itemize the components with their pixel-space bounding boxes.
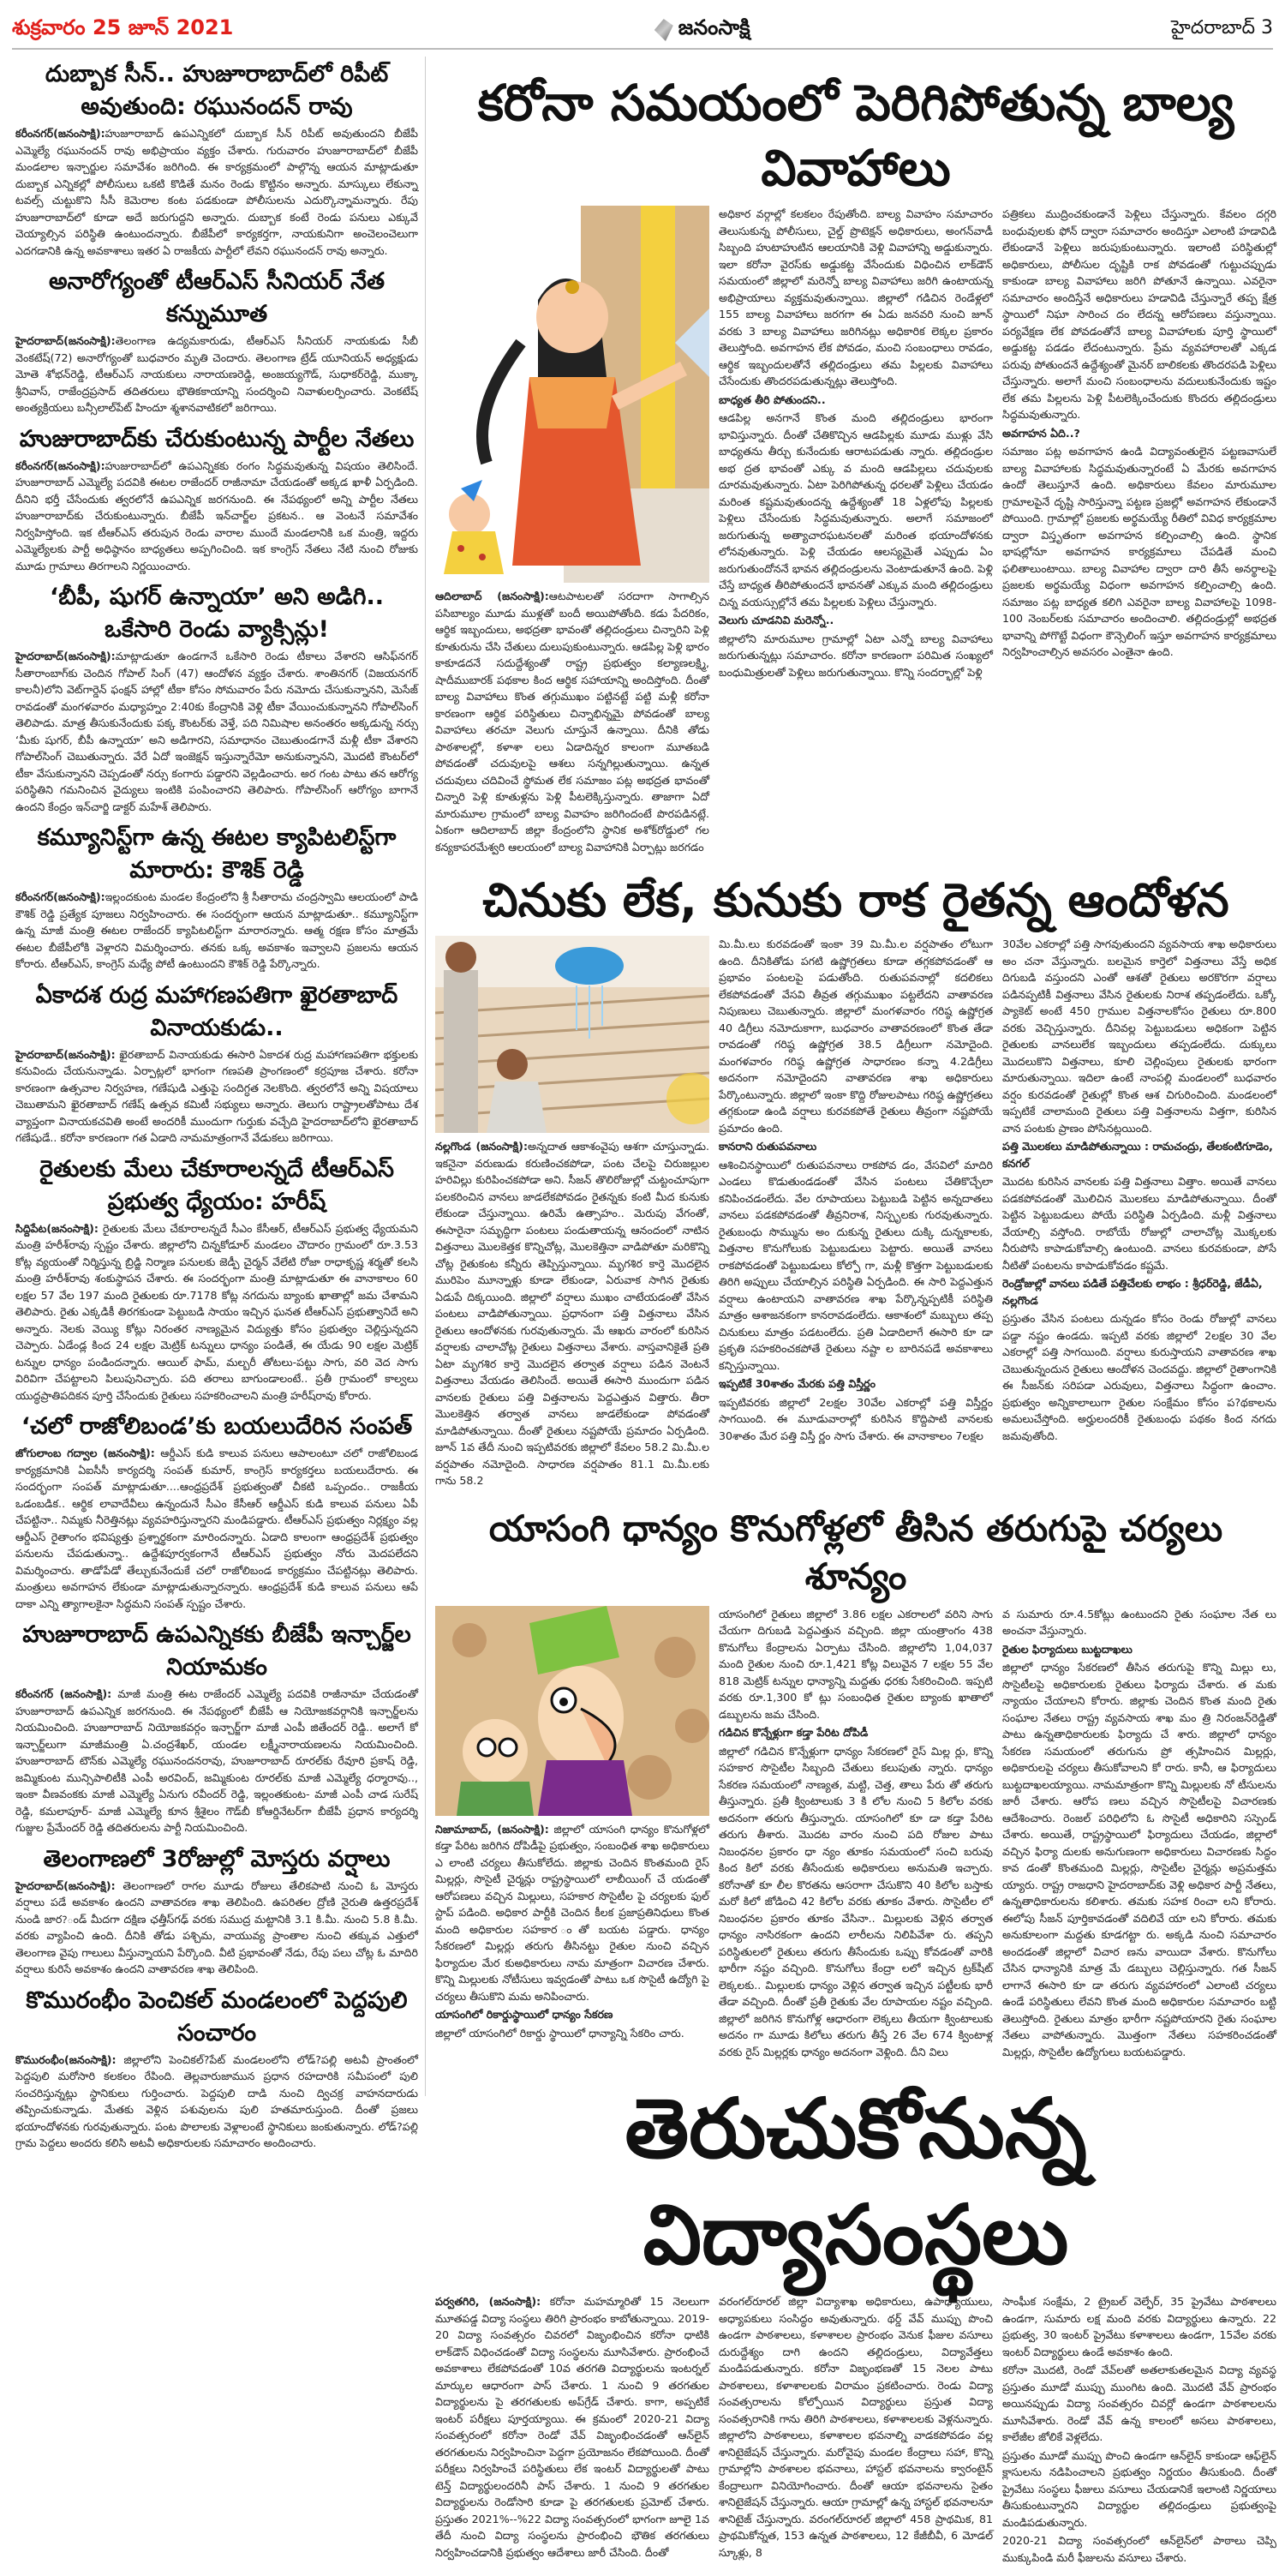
news-article: [15, 1843, 418, 1978]
main-news-column: [435, 65, 1276, 2576]
article-headline: కొమురంభీం పెంచికల్ మండలంలో పెద్దపులి సంచారం: [26, 1986, 408, 2046]
article-text: సాంఘీక సంక్షేమ, 2 ట్రైబల్ వెల్ఫేర్, 35 ప్రైవేటు పాఠశాలలు ఉండగా, సుమారు లక్ష మంది వరకు విద్యార్థులు ఉన్నారు. 22 ప్రభుత్వ, 30 ఇంటర్ ప్రైవేటు కళాశాలలు ఉండగా, 15వేల వరకు ఇంటర్ విద్యార్థులు ఉండే అవకాశం ఉంది.: [1002, 2295, 1276, 2358]
subheading: వెలుగు చూడనివి మరెన్నో..: [719, 614, 834, 626]
dateline: ఆదిలాబాద్ (జనంసాక్షి):: [435, 590, 549, 602]
subheading: పత్తి మొలకలు మాడిపోతున్నాయి : రామచంద్రు, తేలకంటిగూడెం, కనగల్: [1002, 1140, 1273, 1170]
article-text: జిల్లాలో ధాన్యం సేకరణలో తీసిన తరుగుపై కొన్ని మిల్లు లు, సొసైటీలపై అధికారులకు రైతులు ఫిర్యాదు చేశారు. త మకు న్యాయం చేయాలని కోరారు. జిల్లాకు చెందిన కొంత మంది రైతు సంఘాల నేతలు రాష్ట్ర వ్యవసాయ శాఖ మం త్రి నిరంజన్‌రెడ్డితో పాటు ఉన్నతాధికారులకు ఫిర్యాదు చే శారు. జిల్లాలో ధాన్యం సేకరణ సమయంలో తరుగును ప్రో త్సహించిన మిల్లర్లు, అధికారులపై చర్యలు తీసుకోవాలని కో రారు. కానీ, ఆ ఫిర్యాదులు బుట్టదాఖలయ్యాయి. నామమాత్రంగా కొన్ని మిల్లులకు నో టీసులను జారీ చేశారు. ఆరోప ణలు వచ్చిన సొసైటీలపై విచారణకు ఆదేశించారు. రెంజల్ పరిధిలోని ఓ సొసైటీ అధికారిని సస్పెండ్ చేశారు. అయితే, రాష్ట్రస్థాయిలో ఫిర్యాదులు చేయడం, జిల్లాలో వచ్చిన ఫిర్యా దులకు అనుగుణంగా అధికారులు విచారణకు సిద్ధం కావ డంతో కొంతమంది మిల్లర్లు, సొసైటీల చైర్మన్లు అప్రమత్తమ య్యారు. రాష్ట్ర రాజధాని హైదరాబాద్‌కు వెళ్లి అధికార పార్టీ నేతలు, ఉన్నతాధికారులను కలిశారు. తమకు సహక రించా లని కోరారు. ఈలోపు సీజన్ పూర్తికావడంతో వదిలివే యా లని కోరారు. తమకు అనుకూలంగా మద్దతు కూడగట్టా రు. అక్కడి నుంచి సమాచారం అందడంతో జిల్లాలో విచార ణను వాయిదా వేశారు. కొనుగోలు చేసిన ధాన్యానికి మాత్ర మే డబ్బులు చెల్లిస్తున్నారు. గత సీజన్ లాగానే ఈసారి కూ డా తరుగు వ్యవహారంలో ఎలాంటి చర్యలు ఉండే పరిస్థితులు లేవని కొంత మంది అధికారుల సమాచారం బట్టి తెలుస్తోంది. రైతులు మాత్రం భారీగా నష్టపోయారని రైతు సంఘాల నేతలు వాపోతున్నారు. మొత్తంగా నేతలు సహకరించడంతో మిల్లర్లు, సొసైటీల ఉద్యోగులు బయటపడ్డారు.: [1002, 1661, 1276, 2058]
article-headline: హుజురాబాద్‌కు చేరుకుంటున్న పార్టీల నేతలు: [19, 425, 415, 452]
article-text: ఆశించినస్థాయిలో రుతుపవనాలు రాకపోవ డం, వేసవిలో మాదిరి ఎండలు కొడుతుండడంతో వేసిన పంటలు చేతికొచ్చేలా కనిపించడంలేదు. వేల రూపాయలు పెట్టుబడి పెట్టిన అన్నదాతలు వానలు పడకపోవడంతో తీవ్రనిరాశ, నిస్పృలకు గురవుతున్నారు. రైతుబంధు సొమ్మును అం దుకున్న రైతులు దుక్కి దున్నకాలకు, విత్తనాల కొనుగోలుకు పెట్టుబడులు పెట్టారు. అయితే వానలు రాకపోవడంతో పెట్టుబడులు కోల్పో గా, మళ్లీ కొత్తగా పెట్టుబడులకు తిరిగి అప్పులు చేయాల్సిన పరిస్థితి ఏర్పడింది. ఈ సారి పెద్దఎత్తున వర్షాలు ఉంటాయని వాతావరణ శాఖ పేర్కొన్నప్పటికీ పరిస్థితి మాత్రం ఆశాజనకంగా కానరావడంలేదు. ఆకాశంలో మబ్బులు తప్ప చినుకులు మాత్రం పడటంలేదు. ప్రతి ఏడాదిలాగే ఈసారి కూ డా ప్రకృతి సహకరించకపోతే రైతులు నష్టా ల బారినపడే అవకాశాలు కన్పిస్తున్నాయి.: [719, 1158, 993, 1372]
left-news-column: [15, 57, 418, 2159]
article-text: అధికార వర్గాల్లో కలకలం రేపుతోంది. బాల్య వివాహం సమాచారం తెలుసుకున్న పోలీసులు, చైల్డ్ ప్రొటెక్షన్ అధికారులు, అంగన్‌వాడీ సిబ్బంది హుటాహుటిన ఆలయానికి వెళ్లి వివాహాన్ని అడ్డుకున్నారు. ఇలా కరోనా వైరస్‌కు అడ్డుకట్ట వేసేందుకు విధించిన లాక్‌డౌన్ సమయంలో జిల్లాలో మరెన్నో బాల్య వివాహాలు జరిగి ఉంటాయన్న అభిప్రాయాలు వ్యక్తమవుతున్నాయి. జిల్లాలో గడిచిన రెండేళ్లలో 155 బాల్య వివాహాలు జరగగా ఈ ఏడు జనవరి నుంచి జూన్ వరకు 3 బాల్య వివాహాలు జరిగినట్లు అధికారిక లెక్కల ప్రకారం తెలుస్తోంది. అవగాహన లేక పోవడం, మంచి సంబంధాలు రావడం, ఆర్థిక ఇబ్బందులతోనే తల్లిదండ్రులు తమ పిల్లలకు వివాహాలు చేసేందుకు తొందరపడుతున్నట్లు తెలుస్తోంది.: [719, 207, 993, 387]
article-text: ఇల్లందకుంట మండల కేంద్రంలోని శ్రీ సీతారామ చంద్రస్వామి ఆలయంలో పాడి కౌశిక్ రెడ్డి ప్రత్యేక పూజలు నిర్వహించారు. ఈ సందర్భంగా ఆయన మాట్లాడుతూ.. కమ్యూనిస్ట్‌గా ఉన్న మాజీ మంత్రి ఈటల రాజేందర్ క్యాపిటలిస్ట్‌గా మారారన్నారు. ఆత్మ రక్షణ కోసం మాత్రమే ఈటల బీజేపీలోకి వెళ్లారని విమర్శించారు. తనకు ఒక్క అవకాశం ఇవ్వాలని ప్రజలను ఆయన కోరారు. టీఆర్ఎస్, కాంగ్రెస్ మధ్యే పోటీ ఉంటుందని కౌశిక్ రెడ్డి పేర్కొన్నారు.: [15, 890, 418, 970]
news-article: [15, 423, 418, 575]
article-text: 2020-21 విద్యా సంవత్సరంలో ఆన్‌లైన్‌లో పాఠాలు చెప్పి ముక్కుపిండి మరీ ఫీజులను వసూలు చేశారు.: [1002, 2534, 1276, 2564]
headline-education: తెరుచుకోనున్న విద్యాసంస్థలు: [625, 2081, 1087, 2283]
article-text: ఇప్పటివరకు జిల్లాలో 2లక్షల 30వేల ఎకరాల్లో పత్తి విస్తీర్ణం సాగయింది. ఈ మూడువారాల్లో కురిసిన కొద్దిపాటి వానలకు 30శాతం మేర పత్తి విస్తీ ర్ణం సాగు చేశారు. ఈ వానాకాలం 7లక్షల: [719, 1395, 993, 1442]
article-child-marriage: [435, 206, 1276, 857]
article-text: సమాజం పట్ల అవగాహన ఉండి విద్యావంతులైన పట్టణవాసులే బాల్య వివాహాలకు సిద్ధమవుతున్నారంటే ఏ మేరకు అవగాహన ఉందో తెలుస్తూనే ఉంది. అధికారులు కేవలం మారుమూల గ్రామాలపైనే దృష్టి సారిస్తున్నా పట్టణ ప్రజల్లో అవగాహన లేకుండానే పోయింది. గ్రామాల్లో ప్రజలకు అర్థమయ్యే రీతిలో వివిధ కార్యక్రమాల ద్వారా విస్తృతంగా అవగాహన కల్పించాల్సి ఉంది. స్థానిక భాషల్లోనూ అవగాహన కార్యక్రమాలు చేపడితే మంచి ఫలితాలుంటాయి. బాల్య వివాహాల ద్వారా దారి తీసే అనర్థాలపై ప్రజలకు అర్థమయ్యే విధంగా అవగాహన కల్పించాల్సి ఉంది. సమాజం పట్ల బాధ్యత కలిగి ఎవరైనా బాల్య వివాహాలపై 1098-100 నెంబర్‌లకు సమాచారం అందించాలి. తల్లిదండ్రుల్లో అభద్రత భావాన్ని పోగొట్టే విధంగా కౌన్సెలింగ్ ఇస్తూ అవగాహన కార్యక్రమాలు నిర్వహించాల్సిన అవసరం ఎంతైనా ఉంది.: [1002, 445, 1276, 658]
article-text: వరంగల్‌రూరల్ జిల్లా విద్యాశాఖ అధికారులు, ఉపాధ్యాయులు, అధ్యాపకులు సంసిద్ధం అవుతున్నారు. థర్డ్ వేవ్ ముప్పు పొంచి ఉండగా పాఠశాలలు, కళాశాలల ప్రారంభం వెనుక ఫీజుల వసూలు దురుద్దేశ్యం దాగి ఉందని తల్లిదండ్రులు, విద్యావేత్తలు మండిపడుతున్నారు. కరోనా విజృంభణతో 15 నెలల పాటు పాఠశాలలు, కళాశాలలకు విరామం ప్రకటించారు. రెండు విద్యా సంవత్సరాలను కోల్పోయిన విద్యార్థులు ప్రస్తుత విద్యా సంవత్సరానికి గాను తిరిగి పాఠశాలలు, కళాశాలలకు వెళ్లనున్నారు. జిల్లాలోని పాఠశాలలు, కళాశాలల భవనాల్ని వాడకపోవడం వల్ల శానిటైజేషన్ చేస్తున్నారు. మరోవైపు మండల కేంద్రాలు సహా, కొన్ని గ్రామాల్లోని పాఠశాలల భవనాలు, హాస్టల్ భవనాలను క్వారంటైన్ కేంద్రాలుగా వినియోగించారు. దీంతో ఆయా భవనాలను సైతం శానిటైజేషన్ చేస్తున్నారు. ఆయా గ్రామాల్లో ఉన్న హాస్టల్ భవనాలనూ శానిటైజ్ చేస్తున్నారు. వరంగల్‌రూరల్ జిల్లాలో 458 ప్రాథమిక, 81 ప్రాథమికోన్నత, 153 ఉన్నత పాఠశాలలు, 12 కేజీబీవీ, 6 మోడల్ స్కూళ్లు, 8: [719, 2295, 993, 2559]
dateline: కరీంనగర్(జనంసాక్షి):: [15, 458, 105, 472]
article-text: కరోనా మహమ్మారితో 15 నెలలుగా మూతపడ్డ విద్యా సంస్థలు తిరిగి ప్రారంభం కాబోతున్నాయి. 2019-20 విద్యా సంవత్సరం చివరలో విజృంభించిన కరోనా ధాటికి లాక్‌డౌన్ విధించడంతో విద్యా సంస్థలను మూసివేశారు. ప్రారంభించే అవకాశాలు లేకపోవడంతో 10వ తరగతి విద్యార్థులను ఇంటర్నల్ మార్కుల ఆధారంగా పాస్ చేశారు. 1 నుంచి 9 తరగతుల విద్యార్థులను పై తరగతులకు అప్‌గ్రేడ్ చేశారు. కాగా, అప్పటికే ఇంటర్ పరీక్షలు పూర్తయ్యాయి. ఈ క్రమంలో 2020-21 విద్యా సంవత్సరంలో కరోనా రెండో వేవ్ విజృంభించడంతో ఆన్‌లైన్ తరగతులను నిర్వహించినా పెద్దగా ప్రయోజనం లేకపోయింది. దీంతో పరీక్షలు నిర్వహించే పరిస్థితులు లేక ఇంటర్ విద్యార్థులతో పాటు టెన్త్ విద్యార్థులందరినీ పాస్ చేశారు. 1 నుంచి 9 తరగతుల విద్యార్థులను రెండోసారి కూడా పై తరగతులకు ప్రమోట్ చేశారు. ప్రస్తుతం 2021%--%22 విద్యా సంవత్సరంలో భాగంగా జూలై 1వ తేదీ నుంచి విద్యా సంస్థలను ప్రారంభించి భౌతిక తరగతులు నిర్వహించడానికి ప్రభుత్వం ఆదేశాలు జారీ చేసింది. దీంతో: [435, 2295, 709, 2559]
article-text: జిల్లాలోని మారుమూల గ్రామాల్లో ఏటా ఎన్నో బాల్య వివాహాలు జరుగుతున్నట్లు సమాచారం. కరోనా కారణంగా పరిమిత సంఖ్యలో బంధుమిత్రులతో పెళ్లిలు జరుగుతున్నాయి. కొన్ని సందర్భాల్లో పెళ్లి: [719, 632, 993, 679]
column-divider: [425, 57, 426, 2096]
article-text: హుజురాబాద్‌లో ఉపఎన్నికకు రంగం సిద్ధమవుతున్న విషయం తెలిసిందే. హుజూరాబాద్ ఎమ్మెల్యే పదవికి ఈటల రాజేందర్ రాజీనామా చేయడంతో అక్కడ ఖాళీ ఏర్పడింది. దీనిని భర్తీ చేసేందుకు త్వరలోనే ఉపఎన్నిక జరగనుంది. ఈ నేపథ్యంలో అన్ని పార్టీల నేతలు హుజూరాబాద్‌కు చేరుకుంటున్నారు. బీజేపీ ఇన్‌చార్జ్‌ల ప్రకటన.. ఆ వెంటనే సమావేశం నిర్వహిస్తోంది. ఇక టీఆర్ఎస్ తరుపున రెండు వారాల ముందే మండలానికి ఒక మంత్రి, ఇద్దరు ఎమ్మెల్యేలకు పార్టీ అధిష్ఠానం బాధ్యతలు అప్పగించింది. ఇక కాంగ్రెస్ నేతలు నేటి నుంచి రోజుకు మూడు గ్రామాలు తిరగాలని నిర్ణయించారు.: [15, 458, 418, 572]
dateline: హైదరాబాద్(జనంసాక్షి):: [15, 334, 116, 347]
dateline: హైదరాబాద్(జనంసాక్షి):: [15, 1047, 116, 1061]
article-text: 30వేల ఎకరాల్లో పత్తి సాగవుతుందని వ్యవసాయ శాఖ అధికారులు అం చనా వేస్తున్నారు. బలమైన కార్తెలో విత్తనాలు వేస్తే అధిక దిగుబడి వస్తుందని ఎంతో ఆశతో రైతులు అరకొరగా వర్షాలు పడినప్పటికీ విత్తనాలు వేసిన రైతులకు నిరాశ తప్పడంలేదు. ఒక్కో ప్యాకెట్ అంటే 450 గ్రాముల విత్తనాలకోసం రైతులు రూ.800 వరకు వెచ్చిస్తున్నారు. దీనివల్ల పెట్టుబడులు అధికంగా పెట్టిన రైతులకు వానలులేక ఇబ్బందులు తప్పడంలేదు. దుక్కులు మొదలుకొని విత్తనాలు, కూలి చెల్లింపులు రైతులకు భారంగా మారుతున్నాయి. ఇదిలా ఉంటే నాంపల్లి మండలంలో బుధవారం వర్షం కురవడంతో రైతుల్లో కొంత ఆశ చిగురించింది. మండలంలో ఇప్పటికే చాలామంది రైతులు పత్తి విత్తనాలను విత్తగా, కురిసిన వాన పంటకు ప్రాణం పోసినట్లయింది.: [1002, 938, 1276, 1135]
article-text: మాజీ మంత్రి ఈట రాజేందర్ ఎమ్మెల్యే పదవికి రాజీనామా చేయడంతో హుజూరాబాద్ ఉపఎన్నిక జరగనుంది. ఈ నేపథ్యంలో బీజేపీ ఆ నియోజకవర్గానికి ఇన్చార్జ్‌లను నియమించింది. హుజూరాబాద్ నియోజకవర్గం ఇన్చార్జ్‌గా మాజీ ఎంపీ జితేందర్ రెడ్డి.. అలాగే కో ఇన్చార్జ్‌లుగా మాజీమంత్రి ఏ.చంద్రశేఖర్, యండల లక్ష్మీనారాయణలను నియమించింది. హుజూరాబాద్ టౌన్‌కు ఎమ్మెల్యే రఘునందనరావు, హుజూరాబాద్ రూరల్‌కు రేవూరి ప్రకాష్ రెడ్డి, జమ్మికుంట మున్సిపాలిటీకి ఎంపీ అరవింద్, జమ్మికుంట రూరల్‌కు మాజీ ఎమ్మెల్యే ధర్మారావు.., ఇంకా వీణవంకకు మాజీ ఎమ్మెల్యే ఏనుగు రవీందర్ రెడ్డి, ఇల్లంతకుంట- మాజీ ఎంపీ చాడ సురేష్ రెడ్డి, కమలాపూర్- మాజీ ఎమ్మెల్యే కూన శ్రీశైలం గౌడ్‌బీ కోఆర్డినేటర్‌గా బీజేపీ ప్రధాన కార్యదర్శి గుజ్జుల ప్రేమేందర్ రెడ్డి తదితరులను పార్టీ నియమించింది.: [15, 1687, 418, 1834]
article-text: వ సుమారు రూ.4.5కోట్లు ఉంటుందని రైతు సంఘాల నేత లు అంచనా వేస్తున్నారు.: [1002, 1607, 1276, 1637]
news-article: [15, 1153, 418, 1405]
dateline: నల్లగొండ (జనంసాక్షి):: [435, 1140, 528, 1153]
subheading: యాసంగిలో రికార్డుస్థాయిలో ధాన్యం సేకరణ: [435, 2008, 613, 2021]
logo-icon: [654, 19, 673, 41]
headline-grain: యాసంగి ధాన్యం కొనుగోళ్లలో తీసిన తరుగుపై చర్యలు శూన్యం: [488, 1507, 1223, 1597]
dateline: నిజామాబాద్, (జనంసాక్షి):: [435, 1822, 549, 1836]
subheading: బాధ్యత తీరి పోతుందని..: [719, 392, 826, 406]
article-text: మొదట కురిసిన వానలకు పత్తి విత్తనాలు విత్తాం. అయితే వానలు పడకపోవడంతో మొలిచిన మొలకలు మాడిపోతున్నాయి. దీంతో పెట్టిన పెట్టుబడులు పోయే పరిస్థితి ఏర్పడింది. మళ్లీ విత్తనాలు వేయాల్సి వస్తోంది. రాబోయే రోజుల్లో చాలాచోట్ల మొక్కలకు నీరుపోసి కాపాడుకోవాల్సి ఉంటుంది. వానలు కురవకుండా, పోసే నీటితో పంటలను కాపాడుకోవడం కష్టమే.: [1002, 1175, 1276, 1272]
dateline: కరీంనగర్ (జనంసాక్షి):: [15, 1687, 112, 1700]
article-headline: ‘బీపీ, షుగర్ ఉన్నాయా’ అని అడిగి.. ఒకేసారి రెండు వ్యాక్సిన్లు!: [50, 584, 384, 643]
masthead: [12, 12, 1273, 50]
logo-text: జనంసాక్షి: [678, 15, 750, 39]
article-text: మి.మీ.లు కురవడంతో ఇంకా 39 మి.మీ.ల వర్షపాతం లోటుగా ఉంది. దీనికితోడు పగటి ఉష్ణోగ్రతలు కూడా తగ్గకపోవడంతో ఆ ప్రభావం పంటలపై పడుతోంది. రుతుపవనాల్లో కదలికలు లేకపోవడంతో వేసవి తీవ్రత తగ్గుముఖం పట్టలేదని వాతావరణ నిపుణులు చెబుతున్నారు. జిల్లాలో మంగళవారం గరిష్ఠ ఉష్ణోగ్రత 40 డిగ్రీలు నమోదుకాగా, బుధవారం వాతావరణంలో కొంత తేడా రావడంతో గరిష్ఠ ఉష్ణోగ్రత 38.5 డిగ్రీలుగా నమోదైంది. మంగళవారం గరిష్ఠ ఉష్ణోగ్రత సాధారణం కన్నా 4.2డిగ్రీలు అదనంగా నమోదైందని వాతావరణ శాఖ అధికారులు పేర్కొంటున్నారు. జిల్లాలో ఇంకా కొద్ది రోజులపాటు గరిష్ఠ ఉష్ణోగ్రతలు తగ్గకుండా ఉండి వర్షాలు కురవకపోతే రైతులు తీవ్రంగా నష్టపోయే ప్రమాదం ఉంది.: [719, 938, 993, 1135]
article-text: ఖైరతాబాద్ వినాయకుడు ఈసారి ఏకాదశ రుద్ర మహాగణపతిగా భక్తులకు కనువిందు చేయనున్నాడు. ఏర్పాట్లలో భాగంగా గణపతి ప్రాంగణంలో కర్రపూజ చేశారు. కరోనా కారణంగా ఉత్సవాల నిర్వహణ, గణేషుడి ఎత్తుపై సందిగ్ధత నెలకొంది. త్వరలోనే అన్ని విషయాలు చెబుతామని ఖైరతాబాద్ గణేష్ ఉత్సవ కమిటీ సభ్యులు అన్నారు. తెలుగు రాష్ట్రాలతోపాటు దేశ వ్యాప్తంగా వినాయకచవితి అంటే అందరికీ ముందుగా గుర్తుకు వచ్చేది హైదరాబాద్‌లోని ఖైరతాబాద్ గణేషుడే.. కరోనా కారణంగా గత ఏడాది నామమాత్రంగానే వేడుకలు జరిగాయి.: [15, 1047, 418, 1144]
page-number: 3: [1261, 17, 1273, 39]
subheading: అవగాహన ఏది..?: [1002, 426, 1080, 440]
grain-cartoon-image: [435, 1606, 709, 1816]
dateline: సిద్దిపేట(జనంసాక్షి):: [15, 1221, 99, 1235]
article-headline: దుబ్బాక సీన్.. హుజూరాబాద్‌లో రిపీట్ అవుతుంది: రఘునందన్ రావు: [45, 61, 389, 120]
news-article: [15, 581, 418, 815]
dateline: హైదరాబాద్(జనంసాక్షి):: [15, 1878, 116, 1892]
issue-date: శుక్రవారం 25 జూన్ 2021: [12, 15, 234, 39]
article-text: అన్నదాత ఆకాశంవైపు ఆశగా చూస్తున్నాడు. ఇకనైనా వరుణుడు కరుణించకపోడా, పంట చేలపై చిరుజల్లుల హరివిల్లు కురిపించకపోడా అని. సీజన్ తొలిరోజుల్లో చుట్టంచూపుగా పలకరించిన వానలు జాడలేకపోవడం రైతన్నకు కంటి మీద కునుకు లేకుండా చేస్తున్నాయి. ఉరిమే ఉత్సాహం.. మెరుపు వేగంతో, ఈసారైనా సమృద్ధిగా పంటలు పండుతాయన్న ఆనందంలో నాటిన విత్తనాలు మొలకెత్తక కొన్నిచోట్ల, మొలకెత్తినా వాడిపోతూ మరికొన్ని చోట్ల రైతుకంట కన్నీరు తెప్పిస్తున్నాయి. మృగశిర కార్తె మొదలైన మురిపెం మూన్నాళ్లు కూడా లేకుండా, ఏరువాక సాగిన రైతుకు ఏడుపే దిక్కయింది. జిల్లాలో వర్షాలు ముఖం చాటేయడంతో వేసిన పంటలు వాడిపోతున్నాయి. ప్రధానంగా పత్తి విత్తనాలు వేసిన రైతులు ఆందోళనకు గురవుతున్నారు. మే ఆఖరు వారంలో కురిసిన వర్షాలకు చాలాచోట్ల రైతులు విత్తనాలు వేశారు. వాస్తవానికైతే ప్రతి ఏటా మృగశిర కార్తె మొదలైన తర్వాత వర్షాలు పడిన వెంటనే విత్తనాలు వేయడం తెలిసిందే. అయితే ఈసారి ముందుగా పడిన వానలకు రైతులు పత్తి విత్తనాలను పెద్దఎత్తున విత్తారు. తీరా మొలకెత్తిన తర్వాత వానలు జాడలేకుండా పోవడంతో మాడిపోతున్నాయి. దీంతో రైతులు నష్టపోయే ప్రమాదం ఏర్పడింది. జూన్ 1వ తేదీ నుంచి ఇప్పటివరకు జిల్లాలో కేవలం 58.2 మి.మీ.ల వర్షపాతం నమోదైంది. సాధారణ వర్షపాతం 81.1 మి.మీ.లకు గాను 58.2: [435, 1140, 709, 1487]
dry-field-farmers-image: [435, 936, 709, 1133]
edition-city: హైదరాబాద్: [1171, 17, 1255, 39]
article-text: జిల్లాలో యాసంగిలో రికార్డు స్థాయిలో ధాన్యాన్ని సేకరిం చారు.: [435, 2026, 684, 2040]
article-text: కరోనా మొదటి, రెండో వేవ్‌లతో అతలాకుతలమైన విద్యా వ్యవస్థ ప్రస్తుతం మూడో ముప్పు ముంగిట ఉంది. మొదటి వేవ్ ప్రారంభం అయినప్పుడు విద్యా సంవత్సరం చివర్లో ఉండగా పాఠశాలలను మూసివేశారు. రెండో వేవ్ ఉన్న కాలంలో అసలు పాఠశాలలు, కాలేజీల జోలికే వెళ్లలేదు.: [1002, 2363, 1276, 2443]
news-article: [15, 822, 418, 973]
dateline: కరీంనగర్(జనంసాక్షి):: [15, 890, 105, 903]
article-headline: హుజూరాబాద్ ఉపఎన్నికకు బీజేపీ ఇన్చార్జ్‌ల నియామకం: [22, 1621, 411, 1680]
subheading: రెండ్రోజుల్లో వానలు పడితే పత్తిచేలకు లాభం : శ్రీధర్‌రెడ్డి, జేడీఏ, నల్లగొండ: [1002, 1277, 1263, 1307]
newspaper-logo: [654, 15, 750, 45]
article-text: హుజూరాబాద్ ఉపఎన్నికలో దుబ్బాక సీన్ రిపీట్ అవుతుందని బీజేపీ ఎమ్మెల్యే రఘునందన్ రావు అభిప్రాయం వ్యక్తం చేశారు. గురువారం హుజూరాబాద్‌లో బీజేపీ మండలాల ఇన్చార్జుల సమావేశం జరిగింది. ఈ కార్యక్రమంలో పాల్గొన్న ఆయన మాట్లాడుతూ దుబ్బాక ఎన్నికల్లో పోలీసులు ఒకటి కొడితే మనం రెండు కొట్టినం అన్నారు. మాస్కులు లేకున్నా టవల్స్ చుట్టుకొని సీసీ కెమెరాల కంట పడకుండా పోలీసులను ఎదుర్కొన్నామన్నారు. రేపు హుజూరాబాద్‌లో కూడా అదే జరుగుద్దని అన్నారు. దుబ్బాక కంటే రెండు పనులు ఎక్కువే చెయ్యాల్సిన పరిస్థితి ఉంటుందన్నారు. బీజేపీలో కార్యకర్తగా, నాయకునిగా అంచెలంచెలుగా ఎదగడానికి ఉన్న అవకాశాలు ఇతర ఏ రాజకీయ పార్టీలో లేవని రఘునందన్ రావు అన్నారు.: [15, 127, 418, 257]
article-text: ఆర్డీఎస్ కుడి కాలువ పనులు ఆపాలంటూ చలో రాజోలిబండ కార్యక్రమానికి ఏఐసీసీ కార్యదర్శి సంపత్ కుమార్, కాంగ్రెస్ కార్యకర్తలు బయలుదేరారు. ఈ సందర్భంగా సంపత్ మాట్లాడుతూ....ఆంధ్రప్రదేశ్ ప్రభుత్వంతో చీకటి ఒప్పందం.. రాజకీయ ఒడంబడిక.. ఆర్థిక లావాదేవీలు ఉన్నందునే సీఎం కేసీఆర్ ఆర్డీఎస్ కుడి కాలువ పనులు ఏపీ చేపట్టినా.. నిమ్మకు నీరెత్తినట్లు వ్యవహరిస్తున్నారని మండిపడ్డారు. టీఆర్ఎస్ ప్రభుత్వం నిర్లక్ష్యం వల్ల ఆర్డీఎస్ రైతాంగం భవిష్యత్తు ప్రశ్నార్థకంగా మారిందన్నారు. ఏడాది కాలంగా ఆంధ్రప్రదేశ్ ప్రభుత్వం పనులను చేపడుతున్నా.. ఉద్దేశపూర్వకంగానే టీఆర్ఎస్ ప్రభుత్వం నోరు మెదపలేదని విమర్శించారు. తాడోపేడో తేల్చుకునేందుకే చలో రాజోలిబండ కార్యక్రమం చేపట్టినట్లు తెలిపారు. మంత్రులు అవగాహన లేకుండా మాట్లాడుతున్నారన్నారు. ఆంధ్రప్రదేశ్ కుడి కాలువ పనులు ఆపే దాకా ఎన్ని త్యాగాలకైనా సిద్ధమని సంపత్ స్పష్టం చేశారు.: [15, 1447, 418, 1610]
subheading: కానరాని రుతుపవనాలు: [719, 1140, 817, 1153]
article-headline: ‘చలో రాజోలిబండ’కు బయలుదేరిన సంపత్: [21, 1413, 413, 1440]
article-grain: [435, 1606, 1276, 2063]
article-text: యాసంగిలో రైతులు జిల్లాలో 3.86 లక్షల ఎకరాలలో వరిని సాగు చేయగా దిగుబడి పెద్దఎత్తున వచ్చింది. జిల్లా యంత్రాంగం 438 కొనుగోలు కేంద్రాలను ఏర్పాటు చేసింది. జిల్లాలోని 1,04,037 మంది రైతుల నుంచి రూ.1,421 కోట్ల విలువైన 7 లక్షల 55 వేల 818 మెట్రిక్ టన్నుల ధాన్యాన్ని మద్దతు ధరకు సేకరించింది. ఇప్పటి వరకు రూ.1,300 కో ట్లు సంబంధిత రైతుల బ్యాంకు ఖాతాలో డబ్బులను జమ చేసింది.: [719, 1607, 993, 1721]
article-headline: ఏకాదశ రుద్ర మహాగణపతిగా ఖైరతాబాద్ వినాయకుడు..: [35, 981, 398, 1041]
headline-child-marriage: కరోనా సమయంలో పెరిగిపోతున్న బాల్య వివాహాలు: [477, 74, 1234, 197]
news-article: [15, 266, 418, 416]
edition-label: [1171, 17, 1273, 43]
article-text: ఆటపాటలతో సరదాగా సాగాల్సిన పసిబాల్యం మూడు ముళ్లతో బందీ అయిపోతోంది. కడు పేదరికం, ఆర్థిక ఇబ్బందులు, అభద్రతా భావంతో తల్లిదండ్రులు చిన్నారిని పెళ్లి కూతురును చేసి చేతులు దులుపుకుంటున్నారు. ఆడపిల్ల పెళ్లి భారం కాకూడదనే సదుద్దేశ్యంతో రాష్ట్ర ప్రభుత్వం కల్యాణలక్ష్మి, షాదీముబారక్ పథకాల కింద ఆర్థిక సహాయాన్ని అందిస్తోంది. దీంతో బాల్య వివాహాలు కొంత తగ్గుముఖం పట్టినట్టే పట్టి మళ్లీ కరోనా కారణంగా ఆర్థిక పరిస్థితులు చిన్నాభిన్నమై పోవడంతో బాల్య వివాహాలు తరచూ వెలుగు చూస్తునే ఉన్నాయి. దీనికి తోడు పాఠశాలల్లో, కళాశా లలు ఏడాదిన్నర కాలంగా మూతబడి పోవడంతో చదువులపై ఆశలు సన్నగిల్లుతున్నాయి. ఉన్నత చదువులు చదివించే స్థోమత లేక సమాజం పట్ల అభద్రత భావంతో చిన్నారి పెళ్లి కూతుళ్లను పెళ్లి పీటలెక్కిస్తున్నారు. తాజాగా ఏదో మారుమూల గ్రామంలో బాల్య వివాహం జరిగిందంటే పొరపడినట్లే. ఏకంగా ఆదిలాబాద్ జిల్లా కేంద్రంలోని స్థానిక అశోక్‌రోడ్డులో గల కన్యకాపరమేశ్వరి ఆలయంలో బాల్య వివాహానికి ఏర్పాట్లు జరగడం: [435, 590, 709, 854]
article-text: పత్రికలు ముద్రించకుండానే పెళ్లిలు చేస్తున్నారు. కేవలం దగ్గరి బంధువులకు ఫోన్ ద్వారా సమాచారం అందిస్తూ ఎలాంటి హడావిడి లేకుండానే పెళ్లిలు జరుపుకుంటున్నారు. ఇలాంటి పరిస్థితుల్లో అధికారులు, పోలీసుల దృష్టికి రాక పోవడంతో గుట్టుచప్పుడు కాకుండా బాల్య వివాహాలు జరిగి పోతూనే ఉన్నాయి. ఎవరైనా సమాచారం అందిస్తేనే అధికారులు హడావిడి చేస్తున్నారే తప్ప క్షేత్ర స్థాయిలో నిఘా సారించ దం లేదన్న ఆరోపణలు వస్తున్నాయి. పర్యవేక్షణ లేక పోవడంతోనే బాల్య వివాహాలకు పూర్తి స్థాయిలో అడ్డుకట్ట పడడం లేదంటున్నారు. ప్రేమ వ్యవహారాలతో ఎక్కడ పరువు పోతుందనే ఉద్దేశ్యంతో మైనర్ బాలికలకు తొందరపడి పెళ్లిలు చేస్తున్నారు. అలాగే మంచి సంబంధాలను వదులుకునేందుకు ఇష్టం లేక తమ పిల్లలను పెళ్లి పీటలెక్కించేందుకు కొందరు తల్లిదండ్రులు సిద్ధమవుతున్నారు.: [1002, 207, 1276, 421]
article-text: రైతులకు మేలు చేకూరాలన్నదే సీఎం కేసీఆర్, టీఆర్ఎస్ ప్రభుత్వ ధ్యేయమని మంత్రి హరీశ్‌రావు స్పష్టం చేశారు. జిల్లాలోని చిన్నకోడూర్ మండలం చౌదారం గ్రామంలో రూ.3.53 కోట్ల వ్యయంతో నిర్మిస్తున్న బ్రిడ్జి నిర్మాణ పనులకు జెడ్పీ చైర్మన్ వేలేటి రోజా రాధాకృష్ణ శర్మతో కలసి మంత్రి హరీశ్‌రావు శంకుస్థాపన చేశారు. ఈ సందర్భంగా మంత్రి మాట్లాడుతూ ఈ వానాకాలం 60 లక్షల 57 వేల 197 మంది రైతులకు రూ.7178 కోట్ల నగదును బ్యాంకు ఖాతాల్లో జమ చేశామని తెలిపారు. రైతు ఎక్కడికీ తిరగకుండా పెట్టుబడి సాయం ఇచ్చిన ఘనత టీఆర్ఎస్ ప్రభుత్వానిదే అని అన్నారు. నెలకు వెయ్యి కోట్లు నిరంతర నాణ్యమైన విద్యుత్తు కోసం ప్రభుత్వం చెల్లిస్తున్నదని చెప్పారు. ఏడేండ్ల కింద 24 లక్షల మెట్రిక్ టన్నులు ధాన్యం పండితే, ఈ యేడు 90 లక్షల మెట్రిక్ టన్నుల ధాన్యం పండిందన్నారు. ఆయిల్ ఫామ్, మల్బరీ తోటలు-పట్టు సాగు, వరి వెద సాగు విరివిగా చేపట్టాలని పిలుపునిచ్చారు. పది తరాలు బాగుండాలంటే.. ప్రతీ గ్రామంలో కాల్వలు యుద్ధప్రాతిపదికన పూర్తి చేసేందుకు రైతులు సహకరించాలని మంత్రి హరీష్‌రావు కోరారు.: [15, 1221, 418, 1402]
article-headline: అనారోగ్యంతో టీఆర్ఎస్ సీనియర్ నేత కన్నుమూత: [48, 268, 386, 327]
article-text: ఆడపిల్ల అనగానే కొంత మంది తల్లిదండ్రులు భారంగా భావిస్తున్నారు. దీంతో చేతికొచ్చిన ఆడపిల్లకు మూడు ముళ్లు వేసి బాధ్యతను తీర్చు కునేందుకు ఆరాటపడుతు న్నారు. తల్లిదండ్రుల అభ ద్రత భావంతో ఎక్కు వ మంది ఆడపిల్లలు చదువులకు దూరమవుతున్నారు. ఏటా పెరిగిపోతున్న ధరలతో పెళ్లిలు చేయడం మరింత కష్టమవుతుందన్న ఉద్దేశ్యంతో 18 ఏళ్లలోపు పిల్లలకు పెళ్లిలు చేసేందుకు సిద్ధమవుతున్నారు. అలాగే సమాజంలో జరుగుతున్న అత్యాచారఘటనలతో మరింత భయాందోళనకు లోనవుతున్నారు. పెళ్లి చేయడం ఆలస్యమైతే ఎప్పుడు ఏం జరుగుతుందోననే భావన తల్లిదండ్రులను వెంటాడుతూనే ఉంది. పెళ్లి చేస్తే బాధ్యత తీరిపోతుందనే భావనతో ఎక్కువ మంది తల్లిదండ్రులు చిన్న వయస్సుల్లోనే తమ పిల్లలకు పెళ్లిలు చేస్తున్నారు.: [719, 411, 993, 608]
subheading: ఇప్పటికే 30శాతం మేరకు పత్తి విస్తీర్ణం: [719, 1377, 876, 1390]
article-farmers: [435, 936, 1276, 1491]
news-article: [15, 979, 418, 1147]
headline-farmers: చినుకు లేక, కునుకు రాక రైతన్న ఆందోళన: [482, 873, 1229, 927]
subheading: రైతుల ఫిర్యాదులు బుట్టదాఖలు: [1002, 1642, 1133, 1656]
article-headline: తెలంగాణలో 3రోజుల్లో మోస్తరు వర్షాలు: [43, 1845, 391, 1872]
news-article: [15, 1985, 418, 2152]
article-education: [435, 2293, 1276, 2567]
article-headline: రైతులకు మేలు చేకూరాలన్నదే టీఆర్ఎస్ ప్రభుత్వ ధ్యేయం: హరీష్: [39, 1155, 394, 1215]
article-text: మాట్లాడుతూ ఉండగానే ఒకేసారి రెండు టీకాలు వేశారని ఆసిఫ్‌నగర్ సీతారాంబాగ్‌కు చెందిన గోపాల్ సింగ్ (47) ఆందోళన వ్యక్తం చేశారు. శాంతినగర్ (విజయనగర్ కాలనీ)లోని వెట్‌గార్డెన్ ఫంక్షన్ హాల్లో టీకా కోసం సోమవారం పేరు నమోదు చేసుకున్నానని, మెసేజ్ రావడంతో మంగళవారం మధ్యాహ్నం 2:40కు కేంద్రానికి వెళ్లి టీకా వేయించుకున్నానని గోపాల్‌సింగ్ తెలిపాడు. మాత్ర తీసుకునేందుకు పక్క కౌంటర్‌కు వెళ్తే, పది నిమిషాల అనంతరం అక్కడున్న నర్సు ‘మీకు షుగర్, బీపీ ఉన్నాయా’ అని అడిగారని, సమాధానం చెబుతుండగానే మళ్లీ టీకా వేశారని గోపాల్‌సింగ్ చెబుతున్నారు. వేరే ఏదో ఇంజెక్షన్ ఇస్తున్నారేమో అనుకున్నానని, మొదటి కౌంటర్‌లో టీకా వేసుకున్నానని చెప్పడంతో నర్సు కంగారు పడ్డారని వెల్లడించారు. అర గంట పాటు తన ఆరోగ్య పరిస్థితిని గమనించిన వైద్యులు ఇంటికి పంపించారని తెలిపారు. గోపాల్‌సింగ్ ఆరోగ్యం బాగానే ఉందని కేంద్రం ఇన్‌చార్జి డాక్టర్ మహేశ్ తెలిపారు.: [15, 650, 418, 813]
dateline: హైదరాబాద్(జనంసాక్షి):: [15, 650, 116, 662]
child-bride-cartoon-image: [435, 206, 709, 583]
article-headline: కమ్యూనిస్ట్‌గా ఉన్న ఈటల క్యాపిటలిస్ట్‌గా మారారు: కౌశిక్ రెడ్డి: [37, 824, 397, 884]
dateline: జోగులాంబ గద్వాల (జనంసాక్షి):: [15, 1447, 155, 1459]
article-text: తెలంగాణలో రాగల మూడు రోజులు తేలికపాటి నుంచి ఓ మోస్తరు వర్షాలు పడే అవకాశం ఉందని వాతావరణ శాఖ తెలిపింది. ఉపరితల ద్రోణి నైరుతి ఉత్తరప్రదేశ్ నుండి జార?ండ్ మీదగా దక్షిణ ఛత్తీస్‌గఢ్ వరకు సముద్ర మట్టానికి 3.1 కి.మీ. నుంచి 5.8 కి.మీ. వరకు వ్యాపించి ఉంది. దీనికి తోడు పశ్చిమ, వాయువ్య ప్రాంతాల నుంచి తక్కువ ఎత్తులో తెలంగాణ వైపు గాలులు వీస్తున్నాయని పేర్కొంది. వీటి ప్రభావంతో నేడు, రేపు పలు చోట్ల ఓ మాదిరి వర్షాలు కురిసే అవకాశం ఉందని వాతావరణ శాఖ తెలిపింది.: [15, 1878, 418, 1975]
article-text: జిల్లాలో గడిచిన కొన్నేళ్లుగా ధాన్యం సేకరణలో రైస్ మిల్ల ర్లు, కొన్ని సహకార సొసైటీల సిబ్బంది చేతులు కలుపుతు న్నారు. ధాన్యం సేకరణ సమయంలో నాణ్యత, మట్టి, చెత్త, తాలు పేరు తో తరుగు తీస్తున్నారు. ప్రతీ క్వింటాలుకు 3 కి లోల నుంచి 5 కిలోల వరకు అదనంగా తరుగు తీస్తున్నారు. యాసంగిలో కూ డా కడ్తా పేరిట తరుగు తీశారు. మొదట వారం నుంచి పది రోజుల పాటు నిబంధనల ప్రకారం ధా న్యం తూకం సమయంలో సంచి బరువు కింద కిలో వరకు తీసేందుకు అధికారులు అనుమతి ఇచ్చారు. కరోనాతో కూ లీల కొరతను ఆసరాగా చేసుకొని 40 కిలోల బస్తాకు మరో కిలో జోడించి 42 కిలోల వరకు తూకం వేశారు. సొసైటీల లో నిబంధనల ప్రకారం తూకం వేసినా.. మిల్లులకు వెళ్లిన తర్వాత ధాన్యం నాసిరకంగా ఉందని లారీలను నిలిపివేశా రు. తప్పని పరిస్థితులలో రైతులు తరుగు తీసేందుకు ఒప్పు కోవడంతో వారికి భారీగా నష్టం వచ్చింది. కొనుగోలు కేంద్రా లలో ఇచ్చిన ట్రక్‌షీట్ లెక్కలకు.. మిల్లులకు ధాన్యం వెళ్లిన తర్వాత ఇచ్చిన పట్టీలకు భారీ తేడా వచ్చింది. దీంతో ప్రతీ రైతుకు వేల రూపాయల నష్టం వచ్చింది. జిల్లాలో జరిగిన కొనుగోళ్ల ఆధారంగా లెక్కలు తీయగా క్వింటాలుకు అదనం గా మూడు కిలోలు తరుగు తీస్తే 26 వేల 674 క్వింటాళ్ల వరకు రైస్ మిల్లర్లకు ధాన్యం అదనంగా వెళ్లింది. దీని విలు: [719, 1744, 993, 2058]
article-text: జిల్లాలో యాసంగి ధాన్యం కొనుగోళ్లలో కడ్తా పేరిట జరిగిన దోపిడీపై ప్రభుత్వం, సంబంధిత శాఖ అధికారులు ఎ లాంటి చర్యలు తీసుకోలేదు. జిల్లాకు చెందిన కొంతమంది రైస్ మిల్లర్లు, సొసైటీ చైర్మన్లు రాష్ట్రస్థాయిలో లాబీయింగ్ చే యడంతో ఆరోపణలు వచ్చిన మిల్లులు, సహకార సొసైటీల పై చర్యలకు ఫుల్ స్టాప్ పడింది. అధికార పార్టీకి చెందిన కీలక ప్రజాప్రతినిధులు కొంత మంది అధికారుల సహకార ంతో బయట పడ్డారు. ధాన్యం సేకరణలో మిల్లర్లు తరుగు తీసినట్టు రైతుల నుంచి వచ్చిన ఫిర్యాదుల మేర కుఅధికారులు నామ మాత్రంగా విచారణ చేశారు. కొన్ని మిల్లులకు నోటీసులు ఇవ్వడంతో పాటు ఒక సొసైటీ ఉద్యోగి పై చర్యలు తీసుకొని మమ అనిపించారు.: [435, 1822, 709, 2003]
subheading: గడిచిన కొన్నేళ్లుగా కడ్తా పేరిట దోపిడీ: [719, 1726, 869, 1739]
dateline: పర్వతగిరి, (జనంసాక్షి):: [435, 2295, 541, 2308]
news-article: [15, 1619, 418, 1836]
dateline: కరీంనగర్(జనంసాక్షి):: [15, 127, 105, 140]
news-article: [15, 1411, 418, 1612]
dateline: కొమురంభీం(జనంసాక్షి):: [15, 2052, 117, 2066]
article-text: ప్రస్తుతం మూడో ముప్పు పొంచి ఉండగా ఆన్‌లైన్ కాకుండా ఆఫ్‌లైన్ క్లాసులను నడిపించాలని ప్రభుత్వం నిర్ణయం తీసుకుంది. దీంతో ప్రైవేటు సంస్థలు ఫీజులు వసూలు చేయడానికే ఇలాంటి నిర్ణయాలు తీసుకుంటున్నారని విద్యార్థుల తల్లిదండ్రులు ప్రభుత్వంపై మండిపడుతున్నారు.: [1002, 2448, 1276, 2529]
article-text: జిల్లాలోని పెంచికల్?పేట్ మండలంలోని లోడ్?పల్లి అటవీ ప్రాంతంలో పెద్దపులి మరోసారి కలకలం రేపింది. తెల్లవారుజామున ప్రధాన రహదారికి సమీపంలో పులి సంచరిస్తున్నట్లు స్థానికులు గుర్తించారు. పెద్దపులి దాడి నుంచి ద్విచక్ర వాహనదారుడు తప్పించుకున్నాడు. మేతకు వెళ్లిన పశువులను పులి హతమారుస్తుంది. దీంతో ప్రజలు భయాందోళనకు గురవుతున్నారు. పంట పొలాలకు వెళ్లాలంటే స్థానికులు జంకుతున్నారు. లోడ్?పల్లి గ్రామ పెద్దలు అందరు కలిసి అటవీ అధికారులకు సమాచారం అందించారు.: [15, 2052, 418, 2149]
article-text: ప్రస్తుతం వేసిన పంటలు దున్నడం కోసం రెండు రోజుల్లో వానలు పడ్డా నష్టం ఉండదు. ఇప్పటి వరకు జిల్లాలో 2లక్షల 30 వేల ఎకరాల్లో పత్తి సాగయింది. వర్షాలు కురుస్తాయని వాతావరణ శాఖ చెబుతున్నందున రైతులు ఆందోళన చెందవద్దు. జిల్లాలో రైతాంగానికి ఈ సీజన్‌కు సరిపడా ఎరువులు, విత్తనాలు సిద్ధంగా ఉంచాం. ప్రభుత్వం అన్నికాలాలుగా రైతుల సంక్షేమం కోసం ప?థకాలను అమలుచేస్తోంది. అర్హులందరికీ రైతుబంధు పథకం కింద నగదు జమవుతోంది.: [1002, 1312, 1276, 1442]
article-text: తెలంగాణ ఉద్యమకారుడు, టీఆర్ఎస్ సీనియర్ నాయకుడు సీబీ వెంకటేష్(72) అనారోగ్యంతో బుధవారం మృతి చెందారు. తెలంగాణ ట్రేడ్ యూనియన్ అధ్యక్షుడు మోతె శోభన్‌రెడ్డి, టీఆర్ఎస్ నాయకులు నారాయణరెడ్డి, అంజయ్యగౌడ్, సుధాకర్‌రెడ్డి, ముక్కా శ్రీనివాస్, రాజేంద్రప్రసాద్ తదితరులు భౌతికకాయాన్ని సందర్శించి నివాళులర్పించారు. వెంకటేష్ అంత్యక్రియలు బన్సీలాల్‌పేట్ హిందూ శ్మశానవాటికలో జరిగాయి.: [15, 334, 418, 414]
news-article: [15, 58, 418, 259]
